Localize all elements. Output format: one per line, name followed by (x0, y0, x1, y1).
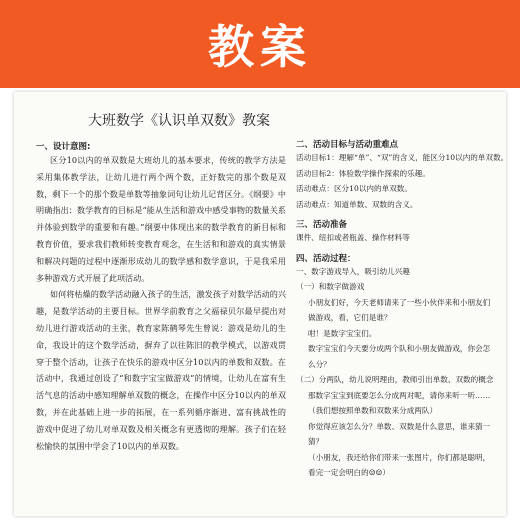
left-column (36, 140, 286, 454)
process-heading: 四、活动过程： (296, 253, 356, 264)
process-line: （二）分两队，幼儿说明理由，教师引出单数、双数的概念 (296, 375, 494, 384)
process-line: 一、数字游戏导入，吸引幼儿兴趣 (296, 266, 410, 276)
prep-heading: 三、活动准备 (296, 220, 348, 230)
process-line: 那数字宝宝到底要怎么分成两对呢，请你来听一听……（我们想按照单数和双数来分成两队） (308, 390, 491, 415)
banner-title: 教案 (208, 20, 312, 74)
process-line: （一）和数字做游戏 (296, 282, 365, 291)
header-banner (0, 0, 520, 88)
prep-text: 课件、纽扣或者瓶盖、操作材料等 (296, 233, 410, 242)
process-line: 你觉得应该怎么分？单数、双数是什么意思，谁来猜一猜？ (308, 421, 491, 446)
process-line: （小朋友，我还给你们带来一张图片，你们都是聪明，看完一定会明白的☺☺） (308, 452, 491, 477)
document-page (14, 92, 509, 516)
goal-line: 活动目标2：体验数学操作探索的乐趣。 (296, 168, 430, 178)
process-line: 小朋友们好，今天老师请来了一些小伙伴来和小朋友们做游戏，看，它们是谁？ (308, 297, 491, 322)
goals-heading: 二、活动目标与活动重难点 (296, 140, 399, 150)
goal-line: 活动目标1：理解“单”、“双”的含义，能区分10以内的单双数。 (296, 153, 509, 162)
process-line: 数字宝宝们今天要分成两个队和小朋友做游戏，你会怎么分？ (308, 344, 491, 369)
right-column (296, 138, 509, 481)
process-line: 咁！是数字宝宝们。 (308, 328, 377, 338)
design-paragraph-1: 区分10以内的单双数是大班幼儿的基本要求，传统的教学方法是采用集体教学法，让幼儿进行两个两个数，正好数完的那个数是双数，剩下一个的那个数是单数等抽象词句让幼儿记背区分。《纲要》中明确指出：数学教育的目标是“能从生活和游戏中感受事物的数量关系并体验到数学的重要和有趣。”纲要中体现出来的数学教育的新目标和教育价值，要求我们教师转变教育观念，在生活和和游戏的真实情景和解决问题的过程中逐渐形成幼儿的数学感和数学意识，于是我采用多种游戏方式开展了此项活动。 (36, 155, 286, 283)
goal-line: 活动难点：区分10以内的单双数。 (296, 184, 412, 193)
design-paragraph-2: 如何将枯燥的数学活动融入孩子的生活，激发孩子对数学活动的兴趣，是数学活动的主要目标。世界学前教育之父福禄贝尔最早提出对幼儿进行游戏活动的主张，教育家陈鹤琴先生曾说：游戏是幼儿的生命，我设计的这个数学活动，摒弃了以往陈旧的教学模式，以游戏贯穿于整个活动，让孩子在快乐的游戏中区分10以内的单数和双数。在活动中，我通过创设了“和数字宝宝做游戏”的情境，让幼儿在富有生活气息的活动中感知理解单双数的概念，在操作中区分10以内的单双数，并在此基础上进一步的拓展，在一系列循序渐进、富有挑战性的游戏中促进了幼儿对单双数及相关概念有更透彻的理解。孩子们在轻松愉快的氛围中学会了10以内的单双数。 (36, 289, 286, 451)
design-heading: 一、设计意图: (36, 142, 91, 152)
goal-line: 活动难点：知道单数、双数的含义。 (296, 199, 418, 209)
document-title: 大班数学《认识单双数》教案 (88, 113, 270, 129)
